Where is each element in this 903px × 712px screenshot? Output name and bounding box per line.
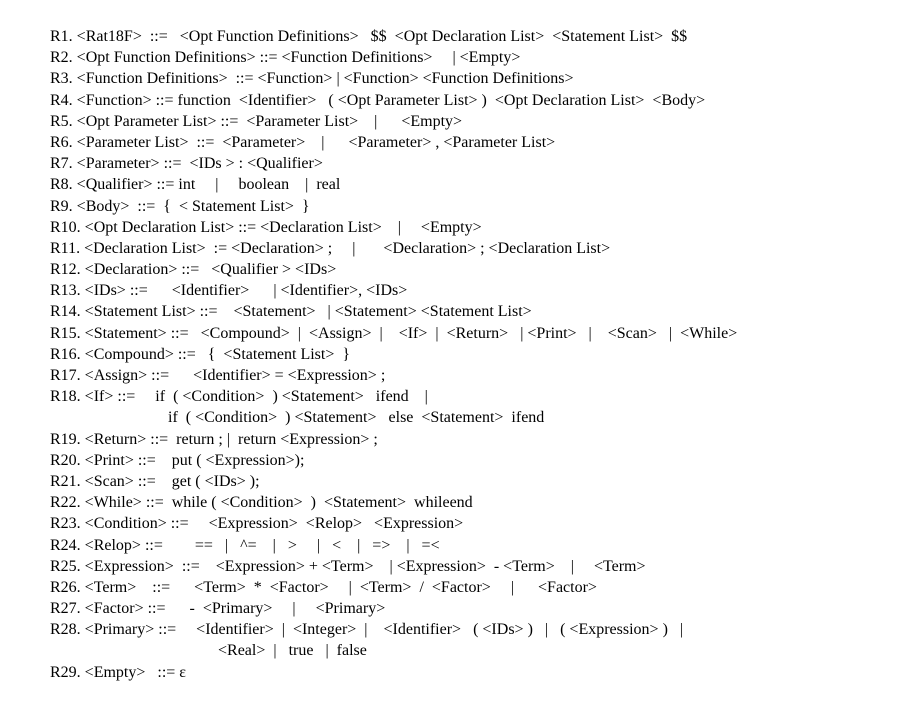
rule-production: <Term> ::= <Term> * <Factor> | <Term> / <Factor> | <Factor> xyxy=(80,578,597,596)
grammar-rule-r9 xyxy=(50,196,890,217)
rule-label: R3. xyxy=(50,70,73,88)
rule-label: R28. xyxy=(50,621,81,639)
grammar-rule-r16 xyxy=(50,344,890,365)
rule-label: R25. xyxy=(50,557,81,575)
rule-label: R22. xyxy=(50,494,81,512)
grammar-rule-r21 xyxy=(50,471,890,492)
rule-label: R10. xyxy=(50,218,81,236)
rule-production: <Rat18F> ::= <Opt Function Definitions> $$ <Opt Declaration List> <Statement List> $$ xyxy=(72,28,688,45)
grammar-rule-r17 xyxy=(50,365,890,386)
grammar-rule-r27 xyxy=(50,598,890,619)
grammar-rule-r14 xyxy=(50,301,890,322)
grammar-rule-r18 xyxy=(50,386,890,407)
rule-production: <IDs> ::= <Identifier> | <Identifier>, <IDs> xyxy=(80,282,408,300)
grammar-rule-r5 xyxy=(50,111,890,132)
grammar-rule-r13 xyxy=(50,280,890,301)
rule-production: <Scan> ::= get ( <IDs> ); xyxy=(80,472,260,490)
grammar-rule-r8 xyxy=(50,174,890,195)
grammar-rule-r4 xyxy=(50,90,890,111)
grammar-rule-r11 xyxy=(50,238,890,259)
rule-label: R20. xyxy=(50,451,81,469)
grammar-rule-r7 xyxy=(50,153,890,174)
rule-label: R1. xyxy=(50,28,73,45)
rule-label: R16. xyxy=(50,345,81,363)
rule-production: <Empty> ::= ε xyxy=(80,663,187,681)
grammar-rule-r23 xyxy=(50,513,890,534)
grammar-rule-r2 xyxy=(50,47,890,68)
grammar-rule-r10 xyxy=(50,217,890,238)
grammar-rule-r3 xyxy=(50,68,890,89)
rule-label: R21. xyxy=(50,472,81,490)
rule-label: R18. xyxy=(50,388,81,406)
rule-production: <Body> ::= { < Statement List> } xyxy=(72,197,310,215)
rule-production: <Print> ::= put ( <Expression>); xyxy=(80,451,305,469)
rule-label: R14. xyxy=(50,303,81,321)
rule-production: <Assign> ::= <Identifier> = <Expression> ; xyxy=(80,367,386,384)
rule-label: R6. xyxy=(50,133,73,151)
grammar-rule-r19 xyxy=(50,429,890,450)
rule-label: R26. xyxy=(50,578,81,596)
grammar-rule-r20 xyxy=(50,450,890,471)
rule-label: R15. xyxy=(50,324,81,342)
grammar-rule-r26 xyxy=(50,577,890,598)
rule-production: <Statement List> ::= <Statement> | <Statement> <Statement List> xyxy=(80,303,532,321)
rule-label: R29. xyxy=(50,663,81,681)
grammar-rule-r6 xyxy=(50,132,890,153)
grammar-rule-r24 xyxy=(50,535,890,556)
rule-production: <Condition> ::= <Expression> <Relop> <Expression> xyxy=(80,515,464,533)
rule-production: <While> ::= while ( <Condition> ) <Statement> whileend xyxy=(80,494,473,512)
grammar-rule-r1 xyxy=(50,26,890,47)
rule-production: <Real> | true | false xyxy=(218,642,367,660)
rule-production: <Statement> ::= <Compound> | <Assign> | <If> | <Return> | <Print> | <Scan> | <While> xyxy=(80,324,738,342)
rule-production: <Opt Parameter List> ::= <Parameter List> | <Empty> xyxy=(72,112,463,130)
rule-label: R12. xyxy=(50,261,81,279)
rule-production: if ( <Condition> ) <Statement> else <Statement> ifend xyxy=(168,409,545,427)
rule-production: <Function> ::= function <Identifier> ( <Opt Parameter List> ) <Opt Declaration List> <Body> xyxy=(72,91,706,109)
rule-production: <Declaration List> := <Declaration> ; | <Declaration> ; <Declaration List> xyxy=(80,239,611,257)
grammar-rule-r25 xyxy=(50,556,890,577)
rule-production: <Opt Declaration List> ::= <Declaration List> | <Empty> xyxy=(80,218,482,236)
rule-production: <Function Definitions> ::= <Function> | <Function> <Function Definitions> xyxy=(72,70,574,88)
rule-production: <Declaration> ::= <Qualifier > <IDs> xyxy=(80,261,337,279)
rule-label: R7. xyxy=(50,155,73,173)
rule-production: <Factor> ::= - <Primary> | <Primary> xyxy=(80,600,386,618)
rule-production: <Expression> ::= <Expression> + <Term> | <Expression> - <Term> | <Term> xyxy=(80,557,646,575)
rule-label: R13. xyxy=(50,282,81,300)
grammar-document xyxy=(50,26,890,683)
rule-label: R5. xyxy=(50,112,73,130)
rule-production: <Parameter List> ::= <Parameter> | <Parameter> , <Parameter List> xyxy=(72,133,556,151)
rule-label: R19. xyxy=(50,430,81,448)
rule-label: R24. xyxy=(50,536,81,554)
grammar-rule-r12 xyxy=(50,259,890,280)
grammar-rule-r28 xyxy=(50,619,890,640)
rule-production: <Relop> ::= == | ^= | > | < | => | =< xyxy=(80,536,440,554)
grammar-rule-r22 xyxy=(50,492,890,513)
rule-label: R11. xyxy=(50,239,81,257)
grammar-rule-r15 xyxy=(50,323,890,344)
rule-label: R17. xyxy=(50,367,81,384)
rule-production: <Qualifier> ::= int | boolean | real xyxy=(72,176,341,194)
rule-production: <Compound> ::= { <Statement List> } xyxy=(80,345,351,363)
rule-production: <Return> ::= return ; | return <Expression> ; xyxy=(80,430,378,448)
rule-label: R4. xyxy=(50,91,73,109)
rule-label: R23. xyxy=(50,515,81,533)
rule-label: R2. xyxy=(50,49,73,67)
grammar-rule-r29 xyxy=(50,662,890,683)
rule-label: R8. xyxy=(50,176,73,194)
rule-production: <Primary> ::= <Identifier> | <Integer> | <Identifier> ( <IDs> ) | ( <Expression> ) | xyxy=(80,621,684,639)
grammar-rule-continuation xyxy=(50,407,890,428)
rule-label: R9. xyxy=(50,197,73,215)
rule-production: <If> ::= if ( <Condition> ) <Statement> ifend | xyxy=(80,388,428,406)
rule-production: <Opt Function Definitions> ::= <Function Definitions> | <Empty> xyxy=(72,49,521,67)
rule-label: R27. xyxy=(50,600,81,618)
grammar-rule-continuation xyxy=(50,640,890,661)
rule-production: <Parameter> ::= <IDs > : <Qualifier> xyxy=(72,155,323,173)
